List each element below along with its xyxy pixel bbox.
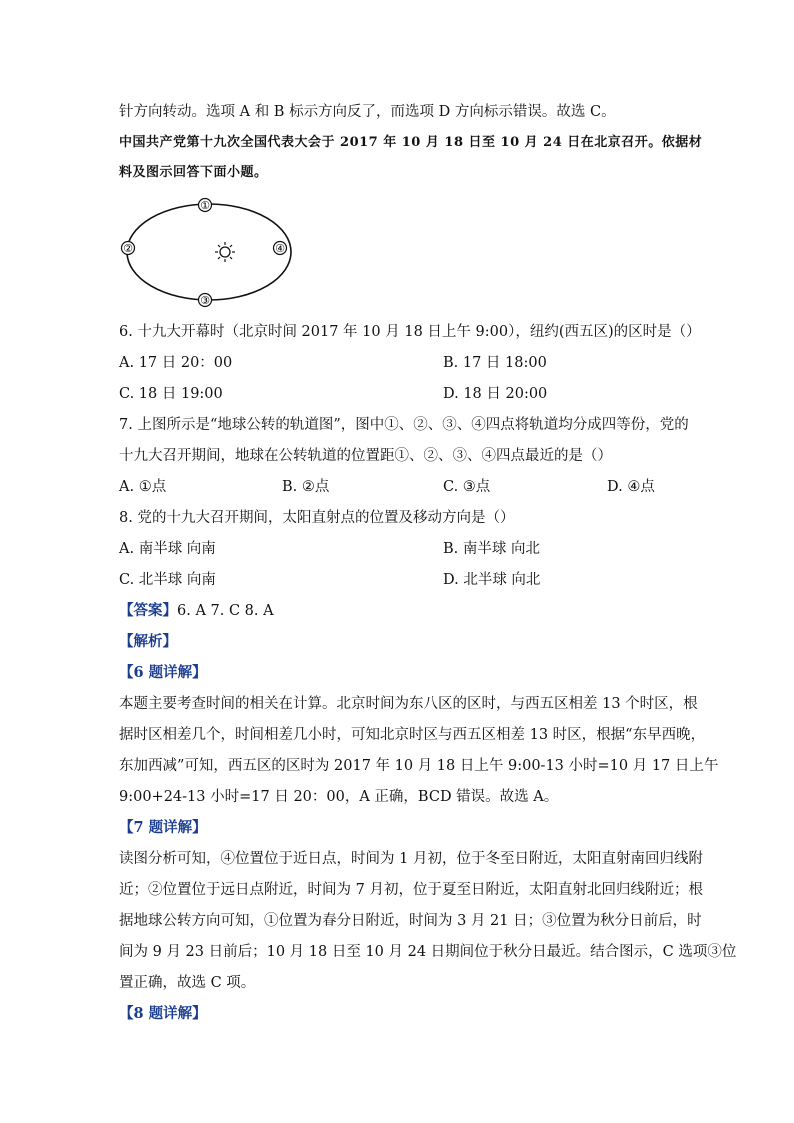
- orbit-point-3: [199, 294, 212, 308]
- detail-6-line-1: 本题主要考查时间的相关在计算。北京时间为东八区的区时，与西五区相差 13 个时区，根: [119, 696, 698, 712]
- question-6-option-a: A. 17 日 20：00: [119, 355, 233, 371]
- answer-label: 【答案】: [119, 602, 177, 619]
- question-8-option-c: C. 北半球 向南: [119, 572, 216, 588]
- question-6-option-c: C. 18 日 19:00: [119, 386, 223, 402]
- question-7-stem-line-1: 7. 上图所示是“地球公转的轨道图”，图中①、②、③、④四点将轨道均分成四等份，党的: [119, 417, 689, 433]
- detail-7-line-5: 置正确，故选 C 项。: [119, 975, 256, 991]
- svg-text:②: ②: [123, 242, 133, 255]
- material-intro-line-1: 中国共产党第十九次全国代表大会于 2017 年 10 月 18 日至 10 月 24 日在北京召开。依据材: [119, 135, 703, 150]
- detail-7-line-2: 近；②位置位于远日点附近，时间为 7 月初，位于夏至日附近，太阳直射北回归线附近；根: [119, 882, 703, 898]
- detail-7-heading: 【7 题详解】: [119, 819, 207, 836]
- question-6-option-d: D. 18 日 20:00: [443, 386, 548, 402]
- question-6-option-b: B. 17 日 18:00: [443, 355, 547, 371]
- question-8-stem: 8. 党的十九大召开期间，太阳直射点的位置及移动方向是（）: [119, 510, 515, 526]
- question-8-option-a: A. 南半球 向南: [119, 541, 216, 557]
- detail-8-heading: 【8 题详解】: [119, 1005, 207, 1022]
- detail-7-line-4: 间为 9 月 23 日前后；10 月 18 日至 10 月 24 日期间位于秋分日最近。结合图示，C 选项③位: [119, 944, 737, 960]
- svg-text:③: ③: [200, 294, 210, 307]
- sun-icon: [215, 242, 235, 262]
- question-6-stem: 6. 十九大开幕时（北京时间 2017 年 10 月 18 日上午 9:00），纽约(西五区)的区时是（）: [119, 324, 701, 340]
- detail-6-heading: 【6 题详解】: [119, 664, 207, 681]
- question-7-option-b: B. ②点: [282, 479, 330, 495]
- question-7-option-d: D. ④点: [607, 479, 655, 495]
- question-8-option-b: B. 南半球 向北: [443, 541, 540, 557]
- svg-text:①: ①: [200, 199, 210, 212]
- svg-text:④: ④: [275, 242, 285, 255]
- orbit-ellipse: [127, 204, 291, 300]
- question-7-option-c: C. ③点: [443, 479, 491, 495]
- detail-7-line-3: 据地球公转方向可知，①位置为春分日附近，时间为 3 月 21 日；③位置为秋分日前后，时: [119, 913, 702, 929]
- analysis-heading: 【解析】: [119, 633, 177, 650]
- question-7-stem-line-2: 十九大召开期间，地球在公转轨道的位置距①、②、③、④四点最近的是（）: [119, 448, 612, 464]
- detail-6-line-4: 9:00+24-13 小时=17 日 20：00，A 正确，BCD 错误。故选 A。: [119, 789, 559, 805]
- detail-6-line-3: 东加西减”可知，西五区的区时为 2017 年 10 月 18 日上午 9:00-13 小时=10 月 17 日上午: [119, 758, 719, 774]
- answer-line: [119, 601, 274, 621]
- orbit-point-1: [199, 199, 212, 213]
- question-8-option-d: D. 北半球 向北: [443, 572, 541, 588]
- detail-7-line-1: 读图分析可知，④位置位于近日点，时间为 1 月初，位于冬至日附近，太阳直射南回归线附: [119, 851, 703, 867]
- orbit-point-4: [274, 242, 287, 256]
- detail-6-line-2: 据时区相差几个，时间相差几小时，可知北京时区与西五区相差 13 时区，根据“东早西晚，: [119, 727, 706, 743]
- question-7-option-a: A. ①点: [119, 479, 167, 495]
- earth-orbit-diagram: [115, 196, 320, 312]
- answer-text: 6. A 7. C 8. A: [177, 603, 274, 619]
- orbit-point-2: [122, 242, 135, 256]
- previous-answer-line: 针方向转动。选项 A 和 B 标示方向反了，而选项 D 方向标示错误。故选 C。: [119, 104, 616, 120]
- material-intro-line-2: 料及图示回答下面小题。: [119, 165, 268, 180]
